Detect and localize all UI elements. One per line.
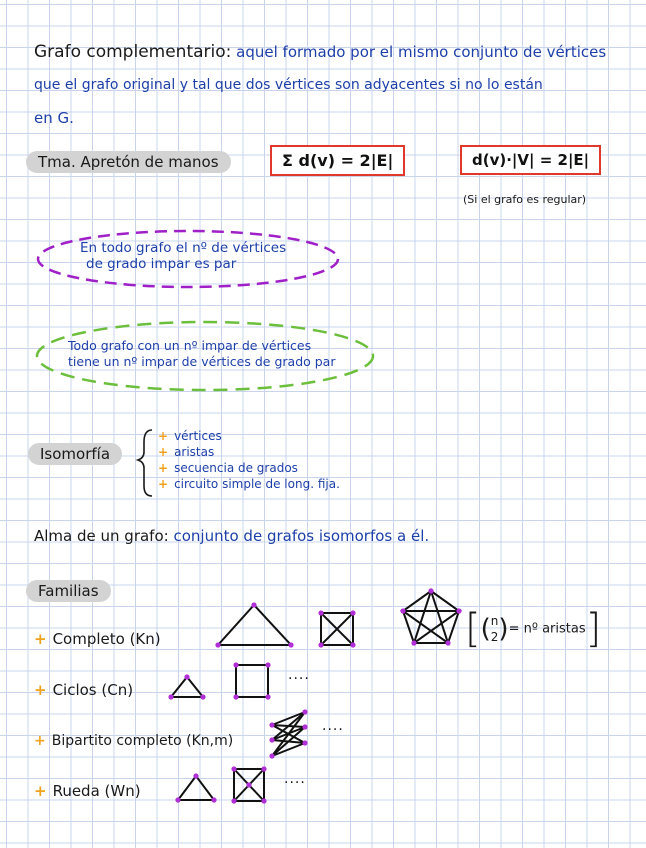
isomorphism-item: + aristas <box>158 445 215 459</box>
complement-line2: que el grafo original y tal que dos vértices son adyacentes si no lo están <box>34 77 543 93</box>
plus-icon: + <box>34 681 47 699</box>
binomial-n: n <box>490 614 499 628</box>
family-cycles: + Ciclos (Cn) <box>34 681 134 699</box>
complement-heading: Grafo complementario: <box>34 42 232 62</box>
family-bipartite: + Bipartito completo (Kn,m) <box>34 733 234 749</box>
green-line1: Todo grafo con un nº impar de vértices <box>68 338 312 353</box>
plus-icon: + <box>158 429 169 443</box>
binomial-k: 2 <box>490 630 499 644</box>
bipartite-ellipsis: ···· <box>322 722 344 738</box>
w3-graph <box>178 776 214 800</box>
green-line2: tiene un nº impar de vértices de grado par <box>68 354 336 369</box>
plus-icon: + <box>158 477 169 491</box>
soul-label: Alma de un grafo: <box>34 527 169 545</box>
binomial-formula: [(n 2)= nº aristas] <box>465 606 602 652</box>
purple-line2: de grado impar es par <box>86 256 237 272</box>
bipartite-graph <box>272 712 305 756</box>
plus-icon: + <box>34 733 46 749</box>
isomorphism-label: Isomorfía <box>28 443 122 465</box>
cycles-ellipsis: ···· <box>288 671 310 687</box>
c3-graph <box>171 677 203 697</box>
families-label: Familias <box>26 580 111 602</box>
c4-graph <box>236 665 268 697</box>
soul-text: conjunto de grafos isomorfos a él. <box>173 527 430 545</box>
plus-icon: + <box>34 782 47 800</box>
complement-line1: aquel formado por el mismo conjunto de vértices <box>236 43 607 61</box>
handshake-formula: Σ d(v) = 2|E| <box>270 145 405 176</box>
complement-line3: en G. <box>34 109 74 127</box>
plus-icon: + <box>34 630 47 648</box>
k3-graph <box>218 605 291 645</box>
plus-icon: + <box>158 461 169 475</box>
family-complete: + Completo (Kn) <box>34 630 161 648</box>
plus-icon: + <box>158 445 169 459</box>
purple-line1: En todo grafo el nº de vértices <box>80 240 287 256</box>
binomial-rhs: = nº aristas <box>508 621 586 637</box>
isomorphism-item: + circuito simple de long. fija. <box>158 477 340 491</box>
isomorphism-item: + vértices <box>158 429 222 443</box>
theorem-label: Tma. Apretón de manos <box>26 151 231 173</box>
regular-note: (Si el grafo es regular) <box>463 193 587 206</box>
k5-graph <box>403 591 459 643</box>
isomorphism-item: + secuencia de grados <box>158 461 298 475</box>
family-wheel: + Rueda (Wn) <box>34 782 141 800</box>
k4-graph <box>321 613 353 645</box>
wheel-ellipsis: ···· <box>284 775 306 791</box>
regular-formula: d(v)·|V| = 2|E| <box>460 145 601 175</box>
